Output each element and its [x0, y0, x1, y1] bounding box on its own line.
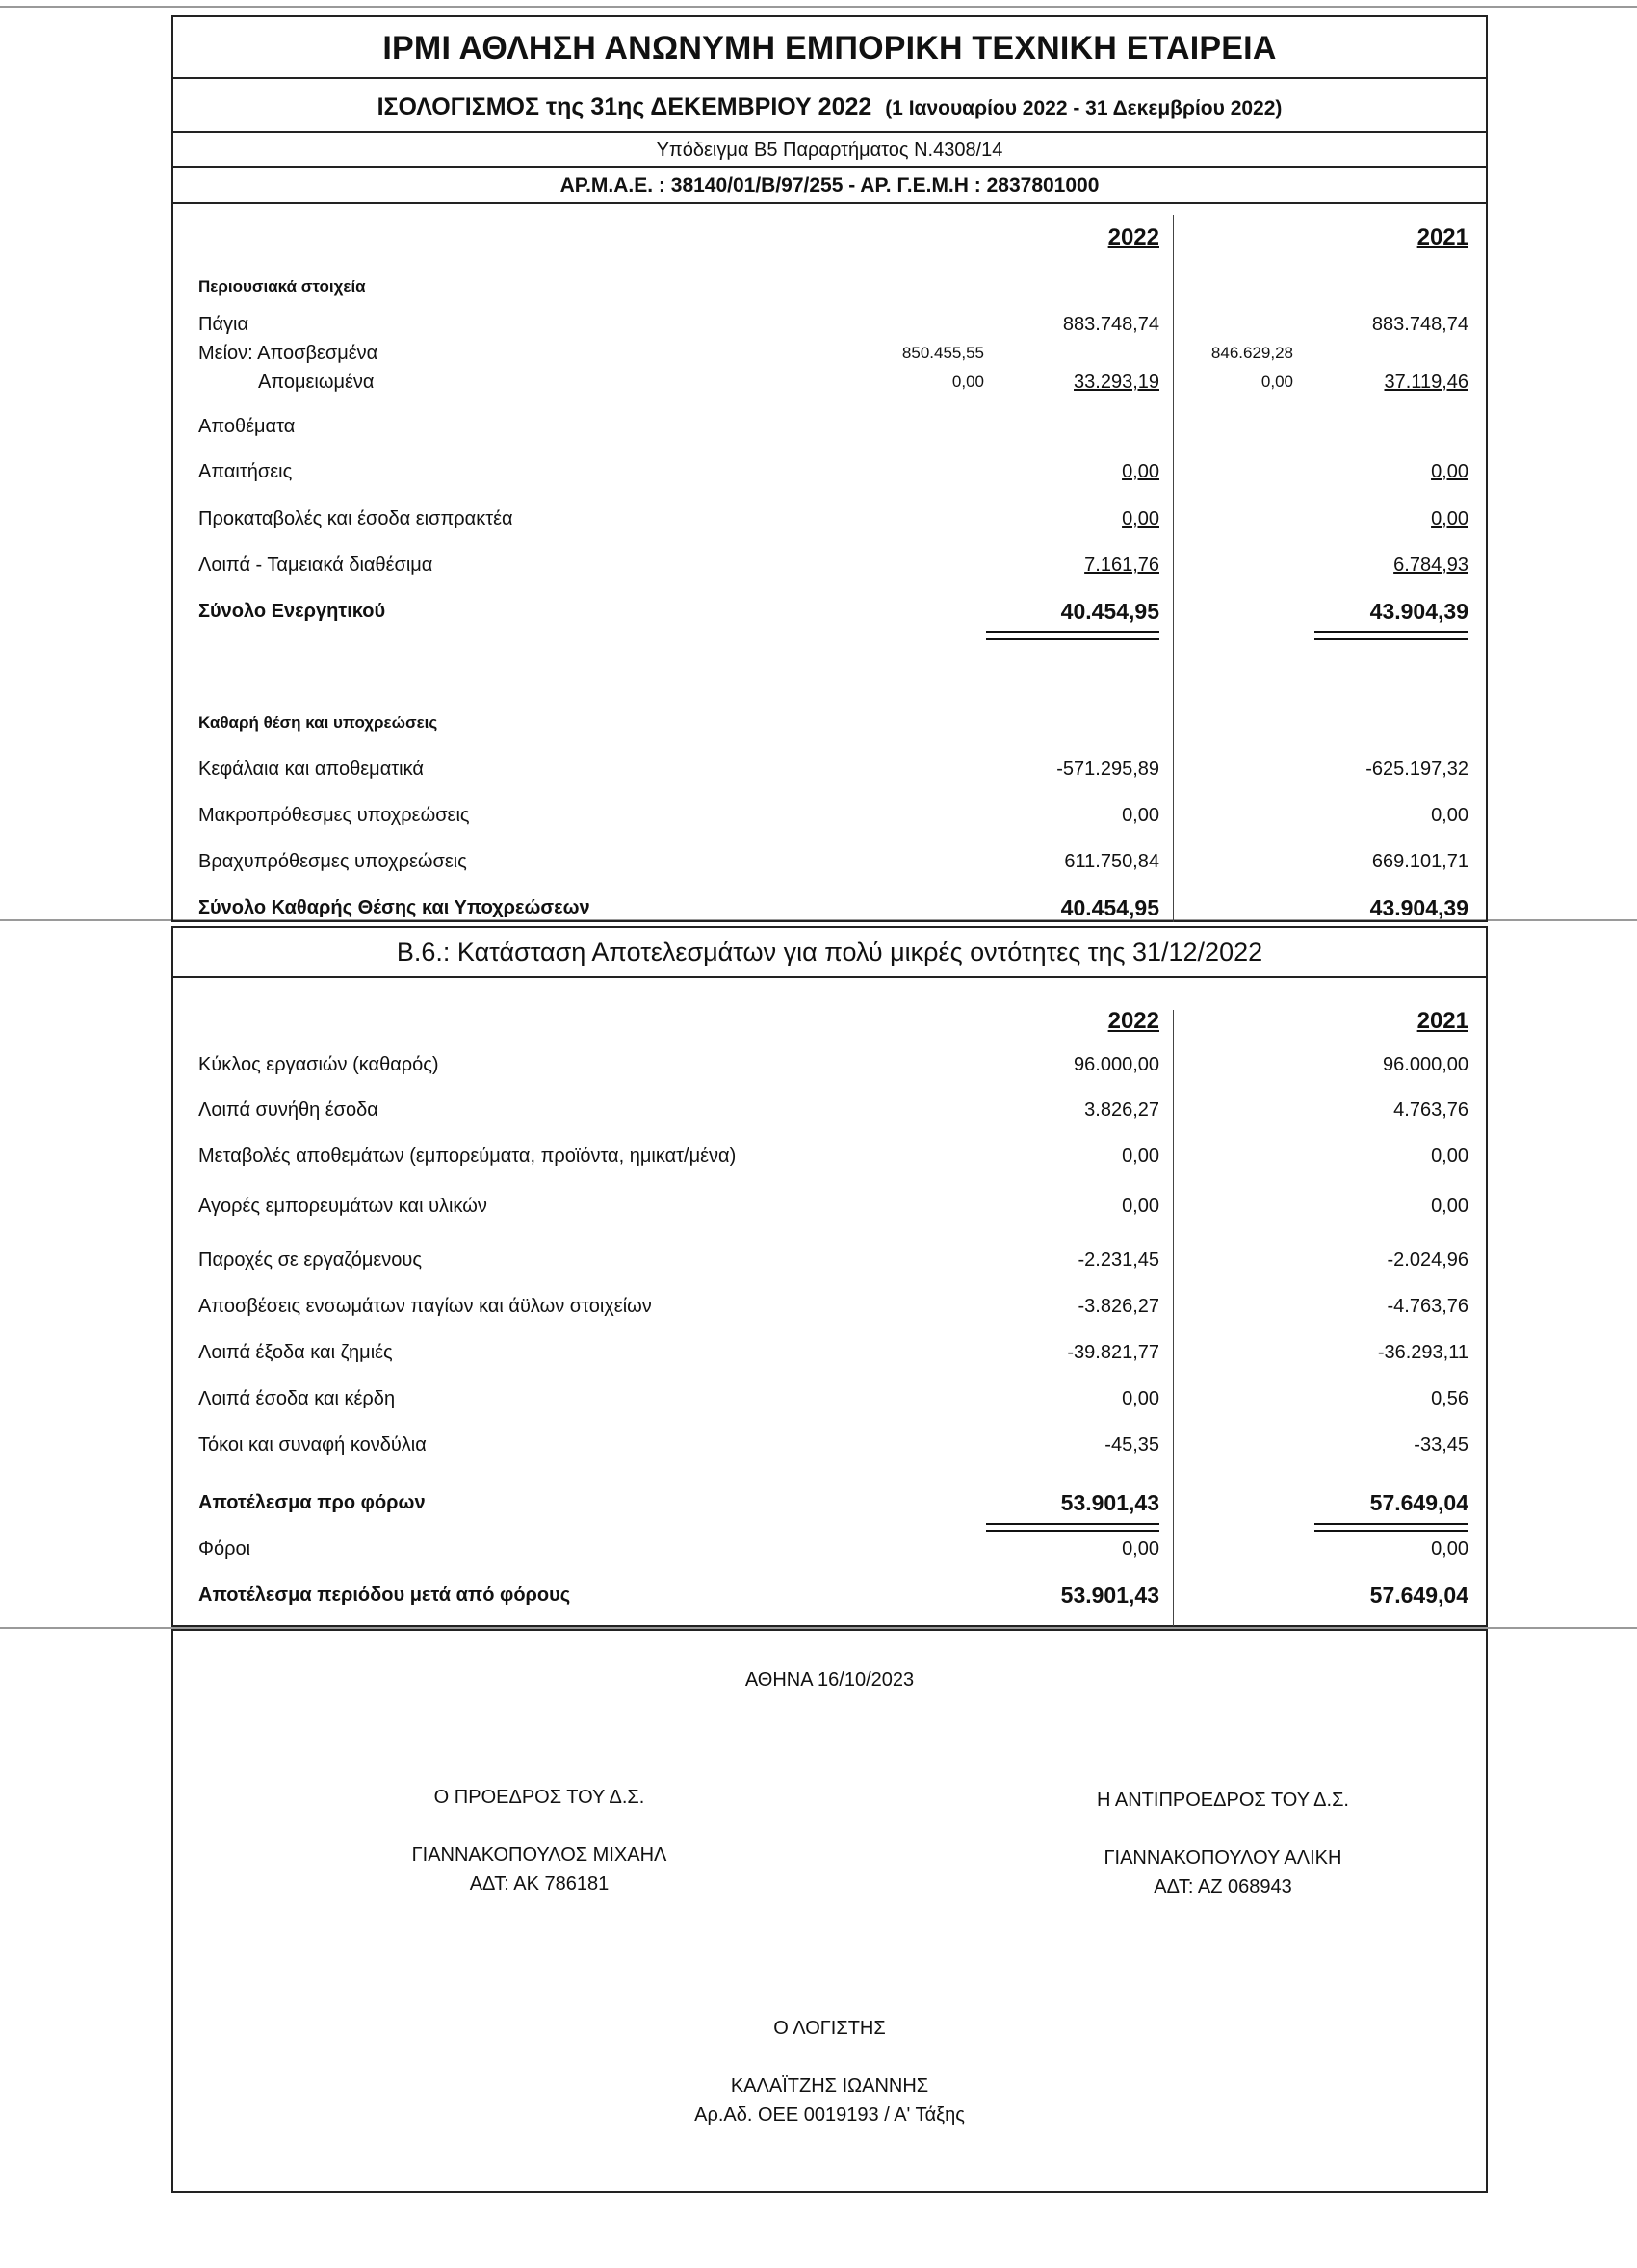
value-2022: -2.231,45 — [1078, 1250, 1159, 1271]
value-2022: 0,00 — [1122, 1196, 1159, 1217]
value-2022: 0,00 — [1122, 508, 1159, 529]
value-2022: 0,00 — [1122, 805, 1159, 826]
income-statement-row — [173, 1048, 1486, 1081]
row-label: Μακροπρόθεσμες υποχρεώσεις — [198, 805, 470, 826]
short-term-liabilities-row — [173, 845, 1486, 878]
value-2022: 883.748,74 — [1062, 314, 1159, 335]
company-name: ΙΡΜΙ ΑΘΛΗΣΗ ΑΝΩΝΥΜΗ ΕΜΠΟΡΙΚΗ ΤΕΧΝΙΚΗ ΕΤΑΙΡΕΙΑ — [173, 17, 1486, 79]
value-2022: -39.821,77 — [1067, 1342, 1159, 1363]
total-liabilities-row — [173, 891, 1486, 924]
income-statement-row — [173, 1429, 1486, 1461]
income-statement-row — [173, 1190, 1486, 1223]
value-2022: 53.901,43 — [1060, 1583, 1159, 1608]
accountant-name: ΚΑΛΑΪΤΖΗΣ ΙΩΑΝΝΗΣ — [730, 2075, 929, 2097]
registration-numbers: ΑΡ.Μ.Α.Ε. : 38140/01/Β/97/255 - ΑΡ. Γ.Ε.Μ.Η : 2837801000 — [173, 168, 1486, 204]
value-2022: -571.295,89 — [1056, 759, 1159, 780]
value-2021: 43.904,39 — [1369, 599, 1468, 624]
value-2022: 53.901,43 — [1060, 1490, 1159, 1515]
net-value-2021: 37.119,46 — [1384, 372, 1468, 393]
value-2022: 0,00 — [951, 373, 984, 391]
value-2021: 43.904,39 — [1369, 895, 1468, 920]
year-2021: 2021 — [1416, 224, 1468, 250]
president-title: Ο ΠΡΟΕΔΡΟΣ ΤΟΥ Δ.Σ. — [433, 1787, 645, 1808]
row-label: Κύκλος εργασιών (καθαρός) — [198, 1054, 439, 1075]
statement-title-text: ΙΣΟΛΟΓΙΣΜΟΣ της 31ης ΔΕΚΕΜΒΡΙΟΥ 2022 — [377, 93, 872, 120]
double-underline — [986, 1523, 1159, 1532]
value-2021: 0,00 — [1431, 461, 1468, 482]
row-label: Αποσβέσεις ενσωμάτων παγίων και άϋλων στοιχείων — [198, 1296, 652, 1317]
statement-title — [173, 79, 1486, 133]
balance-sheet-box — [171, 15, 1488, 922]
row-label: Λοιπά έσοδα και κέρδη — [198, 1388, 396, 1409]
net-value-2022: 33.293,19 — [1074, 372, 1159, 393]
row-label: Φόροι — [198, 1538, 251, 1559]
row-label: Απομειωμένα — [258, 372, 375, 393]
value-2022: 40.454,95 — [1060, 599, 1159, 624]
row-label: Λοιπά έξοδα και ζημιές — [198, 1342, 393, 1363]
vice-president-id: ΑΔΤ: ΑΖ 068943 — [1154, 1876, 1292, 1897]
row-label: Αγορές εμπορευμάτων και υλικών — [198, 1196, 487, 1217]
value-2022: 0,00 — [1122, 1388, 1159, 1409]
total-assets-row — [173, 595, 1486, 628]
row-label: Λοιπά συνήθη έσοδα — [198, 1099, 378, 1121]
value-2022: 3.826,27 — [1084, 1099, 1159, 1121]
value-2021: 4.763,76 — [1393, 1099, 1468, 1121]
row-label: Πάγια — [198, 314, 249, 335]
year-header-row — [173, 1005, 1486, 1038]
row-label: Σύνολο Ενεργητικού — [198, 601, 386, 622]
long-term-liabilities-row — [173, 799, 1486, 832]
row-label: Αποτέλεσμα προ φόρων — [198, 1492, 426, 1513]
value-2021: 0,00 — [1431, 1538, 1468, 1559]
value-2021: 0,00 — [1260, 373, 1293, 391]
inventory-row — [173, 410, 1486, 443]
value-2021: -4.763,76 — [1387, 1296, 1468, 1317]
vice-president-title: Η ΑΝΤΙΠΡΟΕΔΡΟΣ ΤΟΥ Δ.Σ. — [1097, 1790, 1349, 1811]
income-statement-title: Β.6.: Κατάσταση Αποτελεσμάτων για πολύ μικρές οντότητες της 31/12/2022 — [173, 928, 1486, 978]
scan-edge — [0, 6, 1637, 8]
row-label: Λοιπά - Ταμειακά διαθέσιμα — [198, 554, 433, 576]
double-underline — [986, 631, 1159, 640]
value-2022: 96.000,00 — [1074, 1054, 1159, 1075]
impairment-row — [173, 366, 1486, 399]
statement-period: (1 Ιανουαρίου 2022 - 31 Δεκεμβρίου 2022) — [885, 97, 1283, 119]
value-2021: 6.784,93 — [1393, 554, 1468, 576]
assets-heading-row — [173, 271, 1486, 303]
value-2021: 96.000,00 — [1383, 1054, 1468, 1075]
accountant-title: Ο ΛΟΓΙΣΤΗΣ — [773, 2018, 886, 2039]
double-underline — [1314, 631, 1468, 640]
taxes-row — [173, 1533, 1486, 1565]
value-2021: 57.649,04 — [1369, 1583, 1468, 1608]
accountant-license: Αρ.Αδ. ΟΕΕ 0019193 / Α' Τάξης — [694, 2104, 965, 2126]
year-header-row — [173, 221, 1486, 254]
vice-president-name: ΓΙΑΝΝΑΚΟΠΟΥΛΟΥ ΑΛΙΚΗ — [1104, 1847, 1342, 1869]
value-2021: -2.024,96 — [1387, 1250, 1468, 1271]
value-2022: 611.750,84 — [1064, 851, 1159, 872]
depreciation-row — [173, 337, 1486, 370]
income-statement-row — [173, 1290, 1486, 1323]
signatures-box — [171, 1629, 1488, 2193]
row-label: Σύνολο Καθαρής Θέσης και Υποχρεώσεων — [198, 897, 590, 918]
assets-heading: Περιουσιακά στοιχεία — [198, 277, 366, 296]
liabilities-heading-row — [173, 707, 1486, 739]
year-2021: 2021 — [1416, 1008, 1468, 1034]
value-2022: 40.454,95 — [1060, 895, 1159, 920]
year-2022: 2022 — [1107, 1008, 1159, 1034]
income-statement-row — [173, 1094, 1486, 1126]
income-statement-row — [173, 1140, 1486, 1173]
value-2022: 0,00 — [1122, 1146, 1159, 1167]
fixed-assets-row — [173, 308, 1486, 341]
value-2021: 846.629,28 — [1210, 344, 1293, 362]
value-2022: 7.161,76 — [1084, 554, 1159, 576]
row-label: Κεφάλαια και αποθεματικά — [198, 759, 424, 780]
place-date: ΑΘΗΝΑ 16/10/2023 — [744, 1669, 915, 1690]
value-2021: 57.649,04 — [1369, 1490, 1468, 1515]
value-2021: 0,00 — [1431, 1196, 1468, 1217]
receivables-row — [173, 455, 1486, 488]
value-2021: 0,00 — [1431, 805, 1468, 826]
income-statement-row — [173, 1244, 1486, 1276]
value-2021: 0,00 — [1431, 508, 1468, 529]
row-label: Μείον: Αποσβεσμένα — [198, 343, 378, 364]
row-label: Αποθέματα — [198, 416, 296, 437]
president-id: ΑΔΤ: ΑΚ 786181 — [469, 1873, 610, 1894]
value-2021: 669.101,71 — [1371, 851, 1468, 872]
value-2022: 0,00 — [1122, 1538, 1159, 1559]
value-2021: -33,45 — [1414, 1434, 1468, 1456]
value-2021: -625.197,32 — [1365, 759, 1468, 780]
value-2022: 850.455,55 — [901, 344, 984, 362]
value-2021: 0,56 — [1431, 1388, 1468, 1409]
value-2021: 0,00 — [1431, 1146, 1468, 1167]
row-label: Αποτέλεσμα περιόδου μετά από φόρους — [198, 1585, 571, 1606]
row-label: Απαιτήσεις — [198, 461, 293, 482]
net-result-row — [173, 1579, 1486, 1611]
pretax-result-row — [173, 1486, 1486, 1519]
value-2022: 0,00 — [1122, 461, 1159, 482]
income-statement-row — [173, 1336, 1486, 1369]
income-statement-row — [173, 1382, 1486, 1415]
prepayments-row — [173, 503, 1486, 535]
row-label: Μεταβολές αποθεμάτων (εμπορεύματα, προϊόντα, ημικατ/μένα) — [198, 1146, 737, 1167]
value-2022: -45,35 — [1104, 1434, 1159, 1456]
value-2021: -36.293,11 — [1377, 1342, 1468, 1363]
liabilities-heading: Καθαρή θέση και υποχρεώσεις — [198, 713, 438, 732]
year-2022: 2022 — [1107, 224, 1159, 250]
president-name: ΓΙΑΝΝΑΚΟΠΟΥΛΟΣ ΜΙΧΑΗΛ — [411, 1844, 667, 1866]
row-label: Τόκοι και συναφή κονδύλια — [198, 1434, 427, 1456]
statement-model: Υπόδειγμα Β5 Παραρτήματος Ν.4308/14 — [173, 133, 1486, 168]
value-2021: 883.748,74 — [1371, 314, 1468, 335]
row-label: Βραχυπρόθεσμες υποχρεώσεις — [198, 851, 467, 872]
value-2022: -3.826,27 — [1078, 1296, 1159, 1317]
double-underline — [1314, 1523, 1468, 1532]
equity-row — [173, 753, 1486, 786]
cash-row — [173, 549, 1486, 581]
income-statement-box — [171, 926, 1488, 1627]
row-label: Προκαταβολές και έσοδα εισπρακτέα — [198, 508, 513, 529]
row-label: Παροχές σε εργαζόμενους — [198, 1250, 422, 1271]
